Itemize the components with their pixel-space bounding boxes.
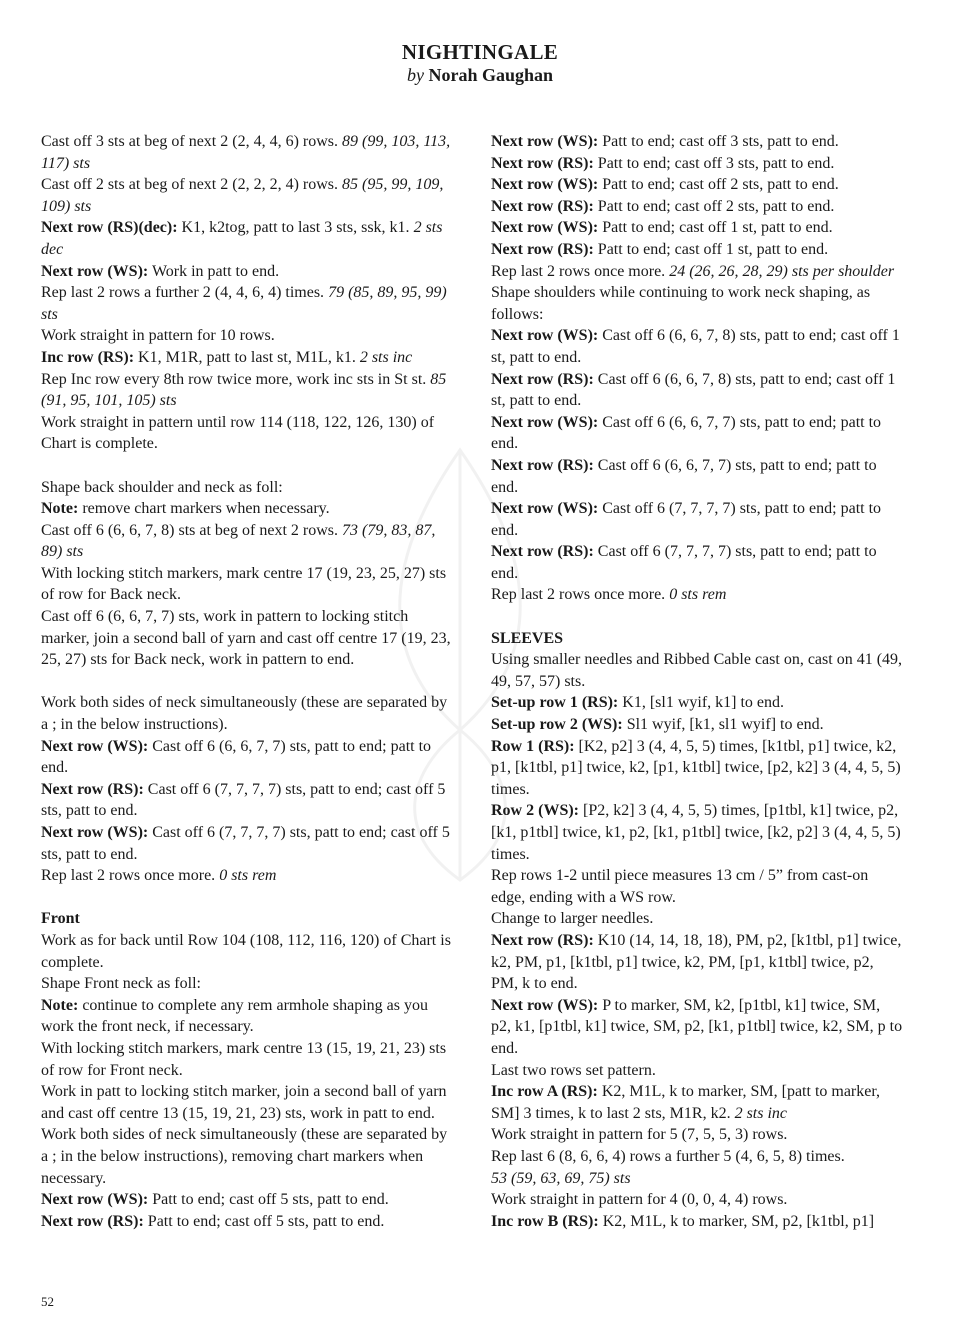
instruction-paragraph: Next row (RS): Cast off 6 (6, 6, 7, 7) sts, patt to end; patt to end. [491,456,877,496]
instruction-paragraph: Row 1 (RS): [K2, p2] 3 (4, 4, 5, 5) times, [k1tbl, p1] twice, k2, p1, [k1tbl, p1] twice, k2, [p1, k1tbl] twice, [p2, k2] 3 (4, 4, 5, 5) times. [491,737,901,798]
left-column [41,131,451,1232]
instruction-paragraph: Work as for back until Row 104 (108, 112, 116, 120) of Chart is complete. [41,931,451,971]
byline [0,64,960,86]
paragraph-gap [41,455,451,477]
instruction-paragraph: Cast off 3 sts at beg of next 2 (2, 4, 4, 6) rows. 89 (99, 103, 113, 117) sts [41,133,451,172]
instruction-paragraph: Work in patt to locking stitch marker, join a second ball of yarn and cast off centre 13 (15, 19, 21, 23) sts, work in patt to end. [41,1083,447,1122]
instruction-paragraph: Work both sides of neck simultaneously (these are separated by a ; in the below instructions), removing chart markers when necessary. [41,1126,448,1187]
instruction-paragraph: Shape Front neck as foll: [41,975,201,993]
instruction-paragraph: Next row (WS): Cast off 6 (6, 6, 7, 7) sts, patt to end; patt to end. [491,413,882,453]
instruction-paragraph: Next row (RS): Cast off 6 (7, 7, 7, 7) sts, patt to end; cast off 5 sts, patt to end. [41,780,446,820]
paragraph-gap [41,671,451,693]
paragraph-gap [491,606,903,628]
instruction-paragraph: Inc row A (RS): K2, M1L, k to marker, SM, [patt to marker, SM] 3 times, k to last 2 sts, M1R, k2. 2 sts inc [491,1083,881,1122]
instruction-paragraph: Next row (WS): Patt to end; cast off 1 st, patt to end. [491,219,833,237]
instruction-paragraph: Next row (WS): Work in patt to end. [41,262,280,280]
instruction-paragraph: Row 2 (WS): [P2, k2] 3 (4, 4, 5, 5) times, [p1tbl, k1] twice, p2, [k1, p1tbl] twice, k1, p2, [k1, p1tbl] twice, [k2, p2] 3 (4, 4, 5, 5) times. [491,802,901,863]
instruction-paragraph: Using smaller needles and Ribbed Cable cast on, cast on 41 (49, 49, 57, 57) sts. [491,651,903,690]
instruction-paragraph: Next row (WS): Patt to end; cast off 3 sts, patt to end. [491,133,839,150]
instruction-paragraph: Rep Inc row every 8th row twice more, work inc sts in St st. 85 (91, 95, 101, 105) sts [41,370,447,410]
stitch-count: 53 (59, 63, 69, 75) sts [491,1169,631,1187]
instruction-paragraph: Next row (WS): Cast off 6 (6, 6, 7, 7) sts, patt to end; patt to end. [41,737,432,777]
instruction-paragraph: Next row (WS): Cast off 6 (6, 6, 7, 8) sts, patt to end; cast off 1 st, patt to end. [491,327,900,366]
instruction-paragraph: Work straight in pattern for 4 (0, 0, 4, 4) rows. [491,1191,788,1209]
instruction-paragraph: Work straight in pattern for 5 (7, 5, 5, 3) rows. [491,1126,788,1144]
pattern-title: NIGHTINGALE [401,40,559,64]
instruction-paragraph: Change to larger needles. [491,910,654,928]
instruction-paragraph: Next row (WS): P to marker, SM, k2, [p1tbl, k1] twice, SM, p2, k1, [p1tbl, k1] twice, SM, p2, [k1, p1tbl] twice, k2, SM, p to end. [491,996,903,1057]
instruction-paragraph: Rep last 2 rows a further 2 (4, 4, 6, 4) times. 79 (85, 89, 95, 99) sts [41,284,447,323]
instruction-paragraph: Work straight in pattern for 10 rows. [41,327,275,345]
right-column [491,131,903,1232]
author-name: Norah Gaughan [428,65,554,85]
instruction-paragraph: Next row (WS): Cast off 6 (7, 7, 7, 7) sts, patt to end; cast off 5 sts, patt to end. [41,824,450,863]
instruction-paragraph: Rep last 2 rows once more. 24 (26, 26, 28, 29) sts per shoulder [491,262,895,280]
instruction-paragraph: With locking stitch markers, mark centre 13 (15, 19, 21, 23) sts of row for Front neck. [41,1039,447,1079]
instruction-paragraph: Set-up row 2 (WS): Sl1 wyif, [k1, sl1 wyif] to end. [491,716,824,734]
instruction-paragraph: Rep rows 1-2 until piece measures 13 cm / 5” from cast-on edge, ending with a WS row. [491,867,869,906]
instruction-paragraph: Next row (RS): Cast off 6 (7, 7, 7, 7) sts, patt to end; patt to end. [491,543,877,582]
instruction-paragraph: Next row (WS): Patt to end; cast off 5 sts, patt to end. [41,1191,389,1209]
instruction-paragraph: Shape shoulders while continuing to work neck shaping, as follows: [491,284,871,323]
page-number: 52 [41,1294,54,1309]
instruction-paragraph: Set-up row 1 (RS): K1, [sl1 wyif, k1] to end. [491,694,785,712]
instruction-paragraph: Work straight in pattern until row 114 (118, 122, 126, 130) of Chart is complete. [41,413,435,453]
instruction-paragraph: Next row (RS): Patt to end; cast off 2 sts, patt to end. [491,197,835,215]
instruction-paragraph: Shape back shoulder and neck as foll: [41,478,283,496]
instruction-paragraph: Next row (RS): Patt to end; cast off 5 sts, patt to end. [41,1212,385,1230]
instruction-paragraph: Next row (RS): Patt to end; cast off 1 st, patt to end. [491,240,829,258]
instruction-paragraph: Next row (RS): Cast off 6 (6, 6, 7, 8) sts, patt to end; cast off 1 st, patt to end. [491,370,896,410]
instruction-paragraph: Inc row B (RS): K2, M1L, k to marker, SM, p2, [k1tbl, p1] [491,1212,875,1230]
byline-by: by [406,65,424,85]
instruction-paragraph: Cast off 2 sts at beg of next 2 (2, 2, 2, 4) rows. 85 (95, 99, 109, 109) sts [41,176,444,215]
instruction-paragraph: Cast off 6 (6, 6, 7, 8) sts at beg of next 2 rows. 73 (79, 83, 87, 89) sts [41,521,436,561]
instruction-paragraph: Next row (WS): Cast off 6 (7, 7, 7, 7) sts, patt to end; patt to end. [491,500,882,539]
instruction-paragraph: Rep last 2 rows once more. 0 sts rem [41,867,277,885]
instruction-paragraph: Note: continue to complete any rem armhole shaping as you work the front neck, if necessary. [41,996,428,1036]
instruction-paragraph: With locking stitch markers, mark centre 17 (19, 23, 25, 27) sts of row for Back neck. [41,564,447,604]
instruction-paragraph: Last two rows set pattern. [491,1061,656,1079]
paragraph-gap [41,887,451,909]
instruction-paragraph: Rep last 6 (8, 6, 6, 4) rows a further 5 (4, 6, 5, 8) times. [491,1147,845,1165]
instruction-paragraph: Next row (RS): Patt to end; cast off 3 sts, patt to end. [491,154,835,172]
instruction-paragraph: Next row (RS)(dec): K1, k2tog, patt to last 3 sts, ssk, k1. 2 sts dec [41,219,443,258]
instruction-paragraph: Note: remove chart markers when necessary. [41,500,330,518]
instruction-paragraph: Work both sides of neck simultaneously (these are separated by a ; in the below instructions). [41,694,448,734]
page-header [0,40,960,86]
instruction-paragraph: Inc row (RS): K1, M1R, patt to last st, M1L, k1. 2 sts inc [41,348,413,366]
instruction-paragraph: Next row (WS): Patt to end; cast off 2 sts, patt to end. [491,176,839,194]
instruction-paragraph: Cast off 6 (6, 6, 7, 7) sts, work in pattern to locking stitch marker, join a second ball of yarn and cast off centre 17 (19, 23, 25, 27) sts for Back neck, work in pattern to end. [41,608,451,669]
section-heading-sleeves: SLEEVES [491,629,564,647]
instruction-paragraph: Rep last 2 rows once more. 0 sts rem [491,586,727,604]
section-heading-front: Front [41,910,80,928]
instruction-paragraph: Next row (RS): K10 (14, 14, 18, 18), PM, p2, [k1tbl, p1] twice, k2, PM, p1, [k1tbl, p1] twice, k2, PM, [p1, k1tbl] twice, p2, PM, k to end. [491,931,902,993]
